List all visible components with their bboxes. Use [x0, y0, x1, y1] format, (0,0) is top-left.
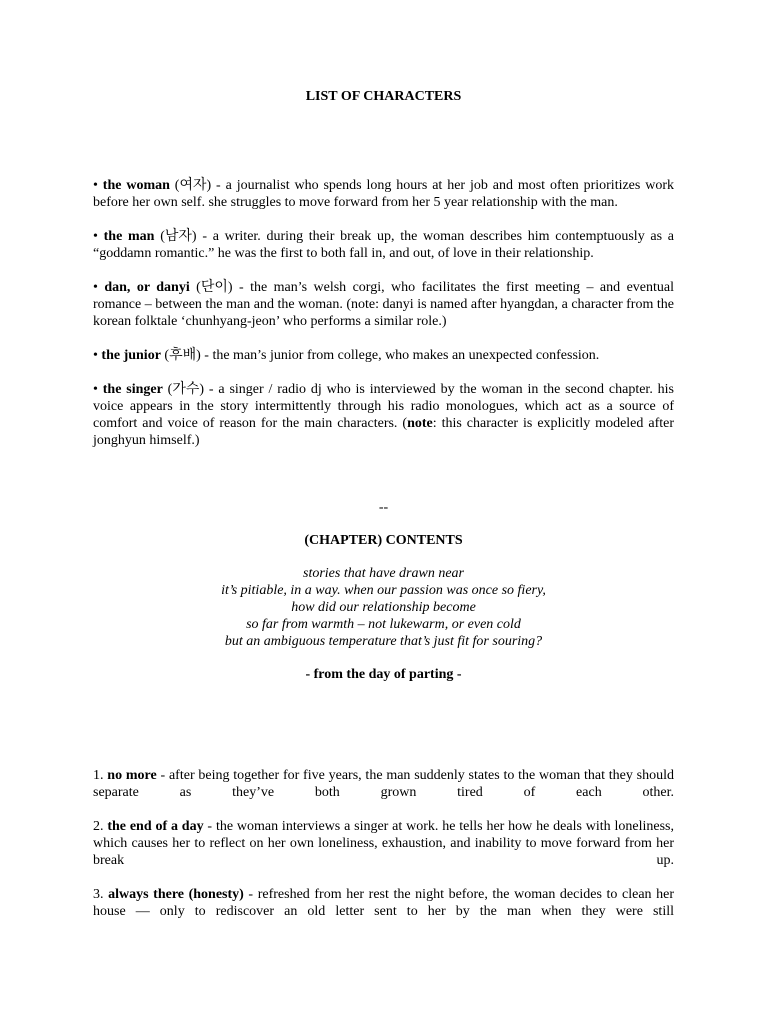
chapter-number: 3. [93, 887, 104, 902]
character-korean: (가수) [167, 382, 205, 397]
note-label: note [407, 416, 433, 431]
character-desc: the man’s welsh corgi, who facilitates the first meeting – and eventual romance – between the man and the woman. (note: danyi is named after hyangdan, a character from the korean folktale ‘chunhyang-jeon’ who performs a similar role.) [93, 280, 675, 329]
contents-title: (CHAPTER) CONTENTS [304, 533, 463, 548]
character-desc: the man’s junior from college, who makes an unexpected confession. [212, 348, 600, 363]
character-korean: (단이) [196, 280, 233, 295]
separator-dash: - [200, 348, 213, 363]
section-title-text: - from the day of parting - [305, 667, 462, 682]
chapter-number: 2. [93, 819, 104, 834]
chapter-entry-1 [93, 767, 674, 801]
character-entry-singer [93, 381, 674, 449]
character-name: the man [103, 229, 155, 244]
separator-dash: - [156, 768, 169, 783]
character-korean: (남자) [160, 229, 197, 244]
chapter-title: no more [107, 768, 157, 783]
bullet: • [93, 178, 98, 193]
poem [93, 565, 674, 650]
section-separator: -- [378, 500, 389, 515]
chapter-desc: refreshed from her rest the night before, the woman decides to clean her house — only to rediscover an old letter sent to her by the man when they were still [93, 887, 675, 919]
chapter-desc: after being together for five years, the man suddenly states to the woman that they should separate as they’ve both grown tired of each other. [93, 768, 675, 800]
character-entry-man [93, 228, 674, 262]
character-name: the woman [102, 178, 170, 193]
separator-dash: - [196, 229, 213, 244]
character-name: the junior [101, 348, 161, 363]
character-name: dan, or danyi [104, 280, 190, 295]
separator-dash: - [203, 819, 216, 834]
separator-dash: - [211, 178, 226, 193]
character-desc-note: : this character is explicitly modeled after jonghyun himself.) [93, 416, 674, 448]
separator-dash: - [204, 382, 219, 397]
character-name: the singer [102, 382, 163, 397]
chapter-entry-3 [93, 886, 674, 920]
bullet: • [93, 229, 98, 244]
document-page [93, 88, 674, 920]
chapter-desc: the woman interviews a singer at work. he tells her how he deals with loneliness, which causes her to reflect on her own loneliness, exhaustion, and inability to move forward from her break up. [93, 819, 674, 868]
poem-line: stories that have drawn near [303, 566, 464, 581]
bullet: • [93, 280, 98, 295]
poem-line: it’s pitiable, in a way. when our passion was once so fiery, [221, 583, 546, 598]
page-title: LIST OF CHARACTERS [305, 89, 462, 104]
poem-line: how did our relationship become [291, 600, 476, 615]
character-korean: (여자) [174, 178, 212, 193]
poem-line: so far from warmth – not lukewarm, or even cold [246, 617, 521, 632]
character-entry-danyi [93, 279, 674, 330]
character-desc: a singer / radio dj who is interviewed by the woman in the second chapter. his voice appears in the story intermittently through his radio monologues, which act as a source of comfort and voice of reason for the main characters. ( [93, 382, 674, 431]
chapter-title: always there (honesty) [108, 887, 244, 902]
character-desc: a journalist who spends long hours at her job and most often prioritizes work before her own self. she struggles to move forward from her 5 year relationship with the man. [93, 178, 674, 210]
bullet: • [93, 382, 98, 397]
separator-dash: - [243, 887, 258, 902]
character-entry-woman [93, 177, 674, 211]
poem-line: but an ambiguous temperature that’s just fit for souring? [224, 634, 543, 649]
bullet: • [93, 348, 98, 363]
separator-dash: - [232, 280, 251, 295]
character-entry-junior [93, 347, 674, 364]
section-title [93, 666, 674, 683]
chapter-number: 1. [93, 768, 104, 783]
chapter-entry-2 [93, 818, 674, 869]
character-desc: a writer. during their break up, the woman describes him contemptuously as a “goddamn romantic.” he was the first to both fall in, and out, of love in their relationship. [93, 229, 675, 261]
character-korean: (후배) [164, 348, 201, 363]
chapter-title: the end of a day [107, 819, 204, 834]
